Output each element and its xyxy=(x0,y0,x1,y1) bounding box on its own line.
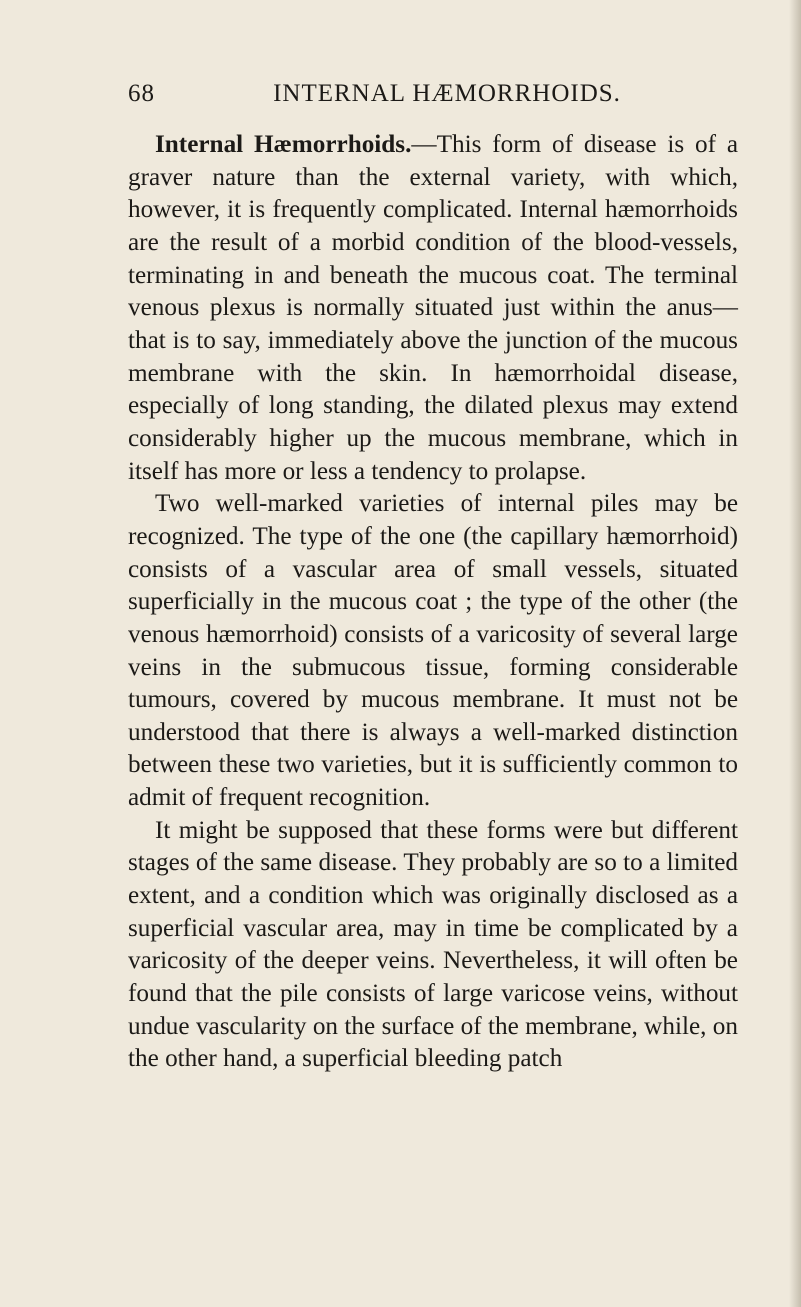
paragraph-internal-haemorrhoids xyxy=(128,129,738,488)
page-edge-shadow xyxy=(789,0,801,1307)
paragraph-different-stages xyxy=(128,815,738,1076)
paragraph-text: It might be supposed that these forms were but different stages of the same disease. They probably are so to a limited extent, and a condition which was originally disclosed as a superficial vascular area, may in time be complicated by a varicosity of the deeper veins. Nevertheless, it will often be found that the pile consists of large varicose veins, without undue vascularity on the surface of the membrane, while, on the other hand, a superficial bleeding patch xyxy=(128,816,738,1073)
page-header xyxy=(128,80,738,112)
paragraph-text: Two well-marked varieties of internal piles may be recognized. The type of the one (the capillary hæmorrhoid) consists of a vascular area of small vessels, situated superficially in the mucous coat ; the type of the other (the venous hæmorrhoid) consists of a varicosity of several large veins in the submucous tissue, forming considerable tumours, covered by mucous membrane. It must not be understood that there is always a well-marked distinction between these two varieties, but it is sufficiently common to admit of frequent recognition. xyxy=(128,490,738,812)
paragraph-two-varieties xyxy=(128,488,738,815)
body-text xyxy=(128,129,738,1076)
paragraph-text: —This form of disease is of a graver nature than the external variety, with which, however, it is frequently complicated. Internal hæmorrhoids are the result of a morbid condition of the blood-vessels, terminating in and beneath the mucous coat. The terminal venous plexus is normally situated just within the anus—that is to say, immediately above the junction of the mucous membrane with the skin. In hæmorrhoidal disease, especially of long standing, the dilated plexus may extend considerably higher up the mucous membrane, which in itself has more or less a tendency to prolapse. xyxy=(128,131,739,485)
running-head: INTERNAL HÆMORRHOIDS. xyxy=(273,80,621,107)
page-number: 68 xyxy=(128,80,155,107)
section-run-in-heading: Internal Hæmorrhoids. xyxy=(155,131,412,158)
